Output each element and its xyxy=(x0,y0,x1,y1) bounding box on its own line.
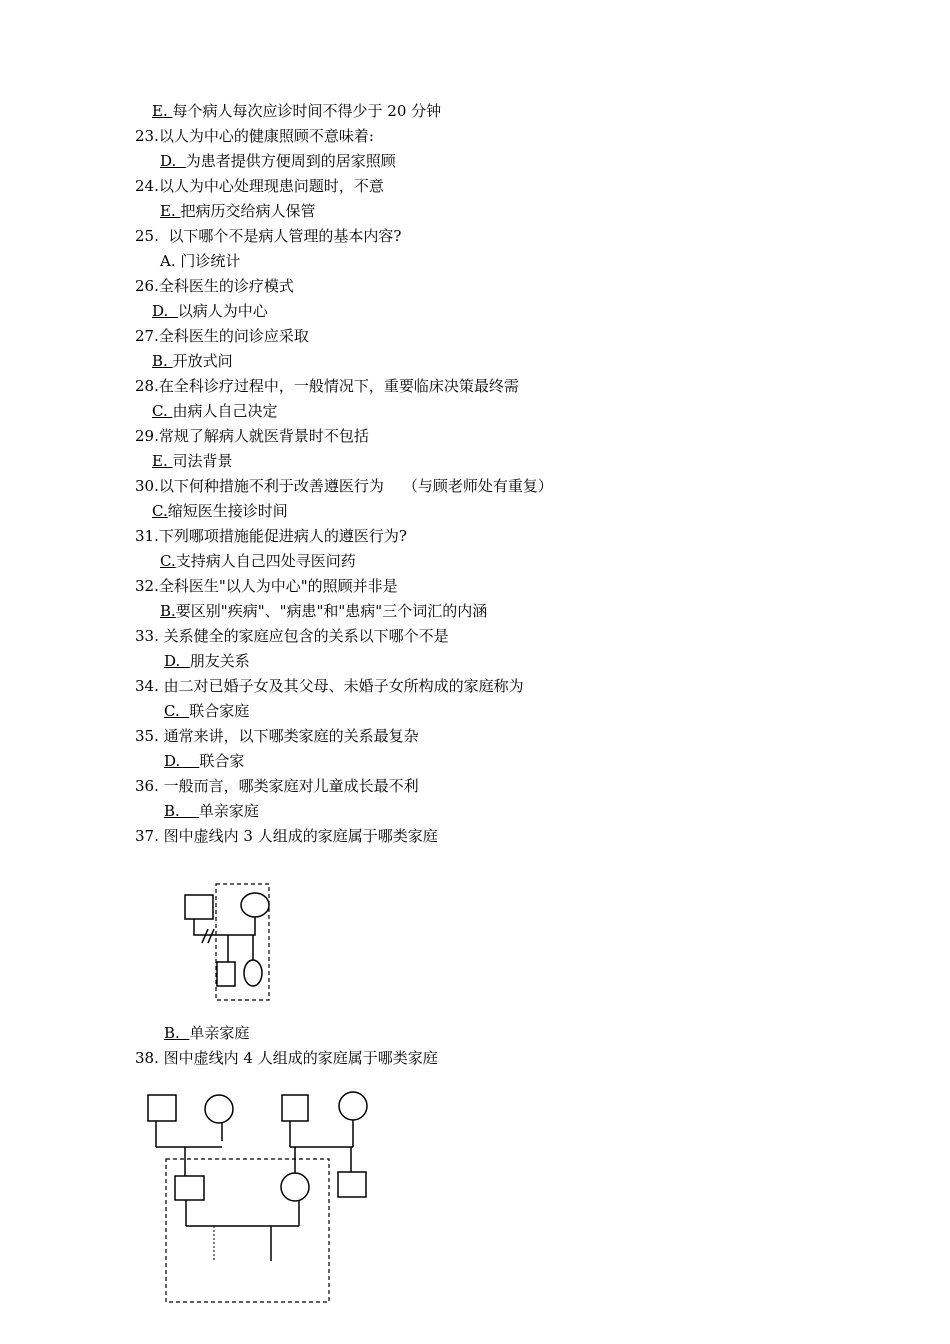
answer-text: 司法背景 xyxy=(172,452,233,470)
uncle-square xyxy=(338,1172,366,1197)
mother-circle xyxy=(241,893,269,917)
answer-line xyxy=(152,451,233,471)
answer-letter: D. xyxy=(164,652,190,670)
grandmother-circle xyxy=(205,1095,233,1123)
answer-text: 由病人自己决定 xyxy=(172,402,278,420)
genogram-single-parent xyxy=(180,880,275,1005)
answer-letter: B. xyxy=(164,1024,190,1042)
son-square xyxy=(217,962,235,986)
answer-text: 单亲家庭 xyxy=(189,1024,250,1042)
question-line: 37. 图中虚线内 3 人组成的家庭属于哪类家庭 xyxy=(135,827,438,845)
question-line: 29.常规了解病人就医背景时不包括 xyxy=(135,427,369,445)
answer-text: 缩短医生接诊时间 xyxy=(167,502,288,520)
answer-letter: E. xyxy=(152,452,173,470)
grandfather-square xyxy=(148,1095,176,1121)
answer-letter: C. xyxy=(152,502,168,520)
answer-text: 支持病人自己四处寻医问药 xyxy=(175,552,356,570)
answer-letter: B. xyxy=(160,602,176,620)
question-line: 32.全科医生"以人为中心"的照顾并非是 xyxy=(135,577,398,595)
answer-text: 要区别"疾病"、"病患"和"患病"三个词汇的内涵 xyxy=(175,602,488,620)
answer-text: 门诊统计 xyxy=(180,252,241,270)
grandmother2-circle xyxy=(339,1092,367,1120)
answer-letter: E. xyxy=(160,202,181,220)
answer-text: 联合家 xyxy=(199,752,245,770)
question-line: 28.在全科诊疗过程中，一般情况下，重要临床决策最终需 xyxy=(135,377,519,395)
question-line: 26.全科医生的诊疗模式 xyxy=(135,277,294,295)
answer-letter: D. xyxy=(152,302,178,320)
question-line: 34. 由二对已婚子女及其父母、未婚子女所构成的家庭称为 xyxy=(135,677,524,695)
answer-text: 为患者提供方便周到的居家照顾 xyxy=(185,152,396,170)
answer-line xyxy=(152,301,268,321)
father-square xyxy=(175,1176,204,1200)
answer-line xyxy=(160,551,356,571)
question-line: 30.以下何种措施不利于改善遵医行为 （与顾老师处有重复） xyxy=(135,477,553,495)
question-line: 36. 一般而言，哪类家庭对儿童成长最不利 xyxy=(135,777,419,795)
answer-line xyxy=(152,501,288,521)
mother-circle xyxy=(281,1173,309,1201)
answer-text: 联合家庭 xyxy=(189,702,250,720)
divorce-mark xyxy=(202,929,208,943)
divorce-mark xyxy=(208,929,214,943)
answer-text: 把病历交给病人保管 xyxy=(180,202,316,220)
answer-text: 以病人为中心 xyxy=(177,302,268,320)
question-line: 33. 关系健全的家庭应包含的关系以下哪个不是 xyxy=(135,627,449,645)
answer-letter: C. xyxy=(164,702,190,720)
answer-line xyxy=(164,801,259,821)
question-line: 25. 以下哪个不是病人管理的基本内容? xyxy=(135,227,402,245)
answer-letter: C. xyxy=(152,402,173,420)
answer-letter: D. xyxy=(160,152,186,170)
answer-text: 每个病人每次应诊时间不得少于 20 分钟 xyxy=(172,102,442,120)
question-line: 31.下列哪项措施能促进病人的遵医行为? xyxy=(135,527,407,545)
father-square xyxy=(185,895,213,919)
answer-line xyxy=(160,151,396,171)
dashed-boundary xyxy=(216,884,269,1000)
answer-line xyxy=(164,651,250,671)
answer-letter: D. xyxy=(164,752,200,770)
question-line: 38. 图中虚线内 4 人组成的家庭属于哪类家庭 xyxy=(135,1049,438,1067)
answer-line xyxy=(164,751,244,771)
answer-text: 单亲家庭 xyxy=(198,802,259,820)
question-line: 23.以人为中心的健康照顾不意味着: xyxy=(135,127,374,145)
grandfather2-square xyxy=(282,1095,308,1121)
answer-text: 朋友关系 xyxy=(189,652,250,670)
answer-text: 开放式问 xyxy=(172,352,233,370)
answer-line xyxy=(152,101,441,121)
question-line: 27.全科医生的问诊应采取 xyxy=(135,327,309,345)
answer-letter: B. xyxy=(152,352,173,370)
answer-line xyxy=(160,201,316,221)
dashed-boundary xyxy=(166,1159,329,1302)
question-line: 35. 通常来讲，以下哪类家庭的关系最复杂 xyxy=(135,727,419,745)
question-line: 24.以人为中心处理现患问题时，不意 xyxy=(135,177,384,195)
genogram-nuclear-family xyxy=(140,1085,380,1310)
answer-letter: A. xyxy=(160,252,181,270)
answer-line xyxy=(152,351,233,371)
answer-line xyxy=(160,251,240,271)
answer-line xyxy=(164,1023,249,1043)
daughter-circle xyxy=(244,960,262,986)
answer-line xyxy=(152,401,278,421)
answer-line xyxy=(160,601,487,621)
answer-letter: C. xyxy=(160,552,176,570)
answer-line xyxy=(164,701,249,721)
answer-letter: B. xyxy=(164,802,199,820)
answer-letter: E. xyxy=(152,102,173,120)
